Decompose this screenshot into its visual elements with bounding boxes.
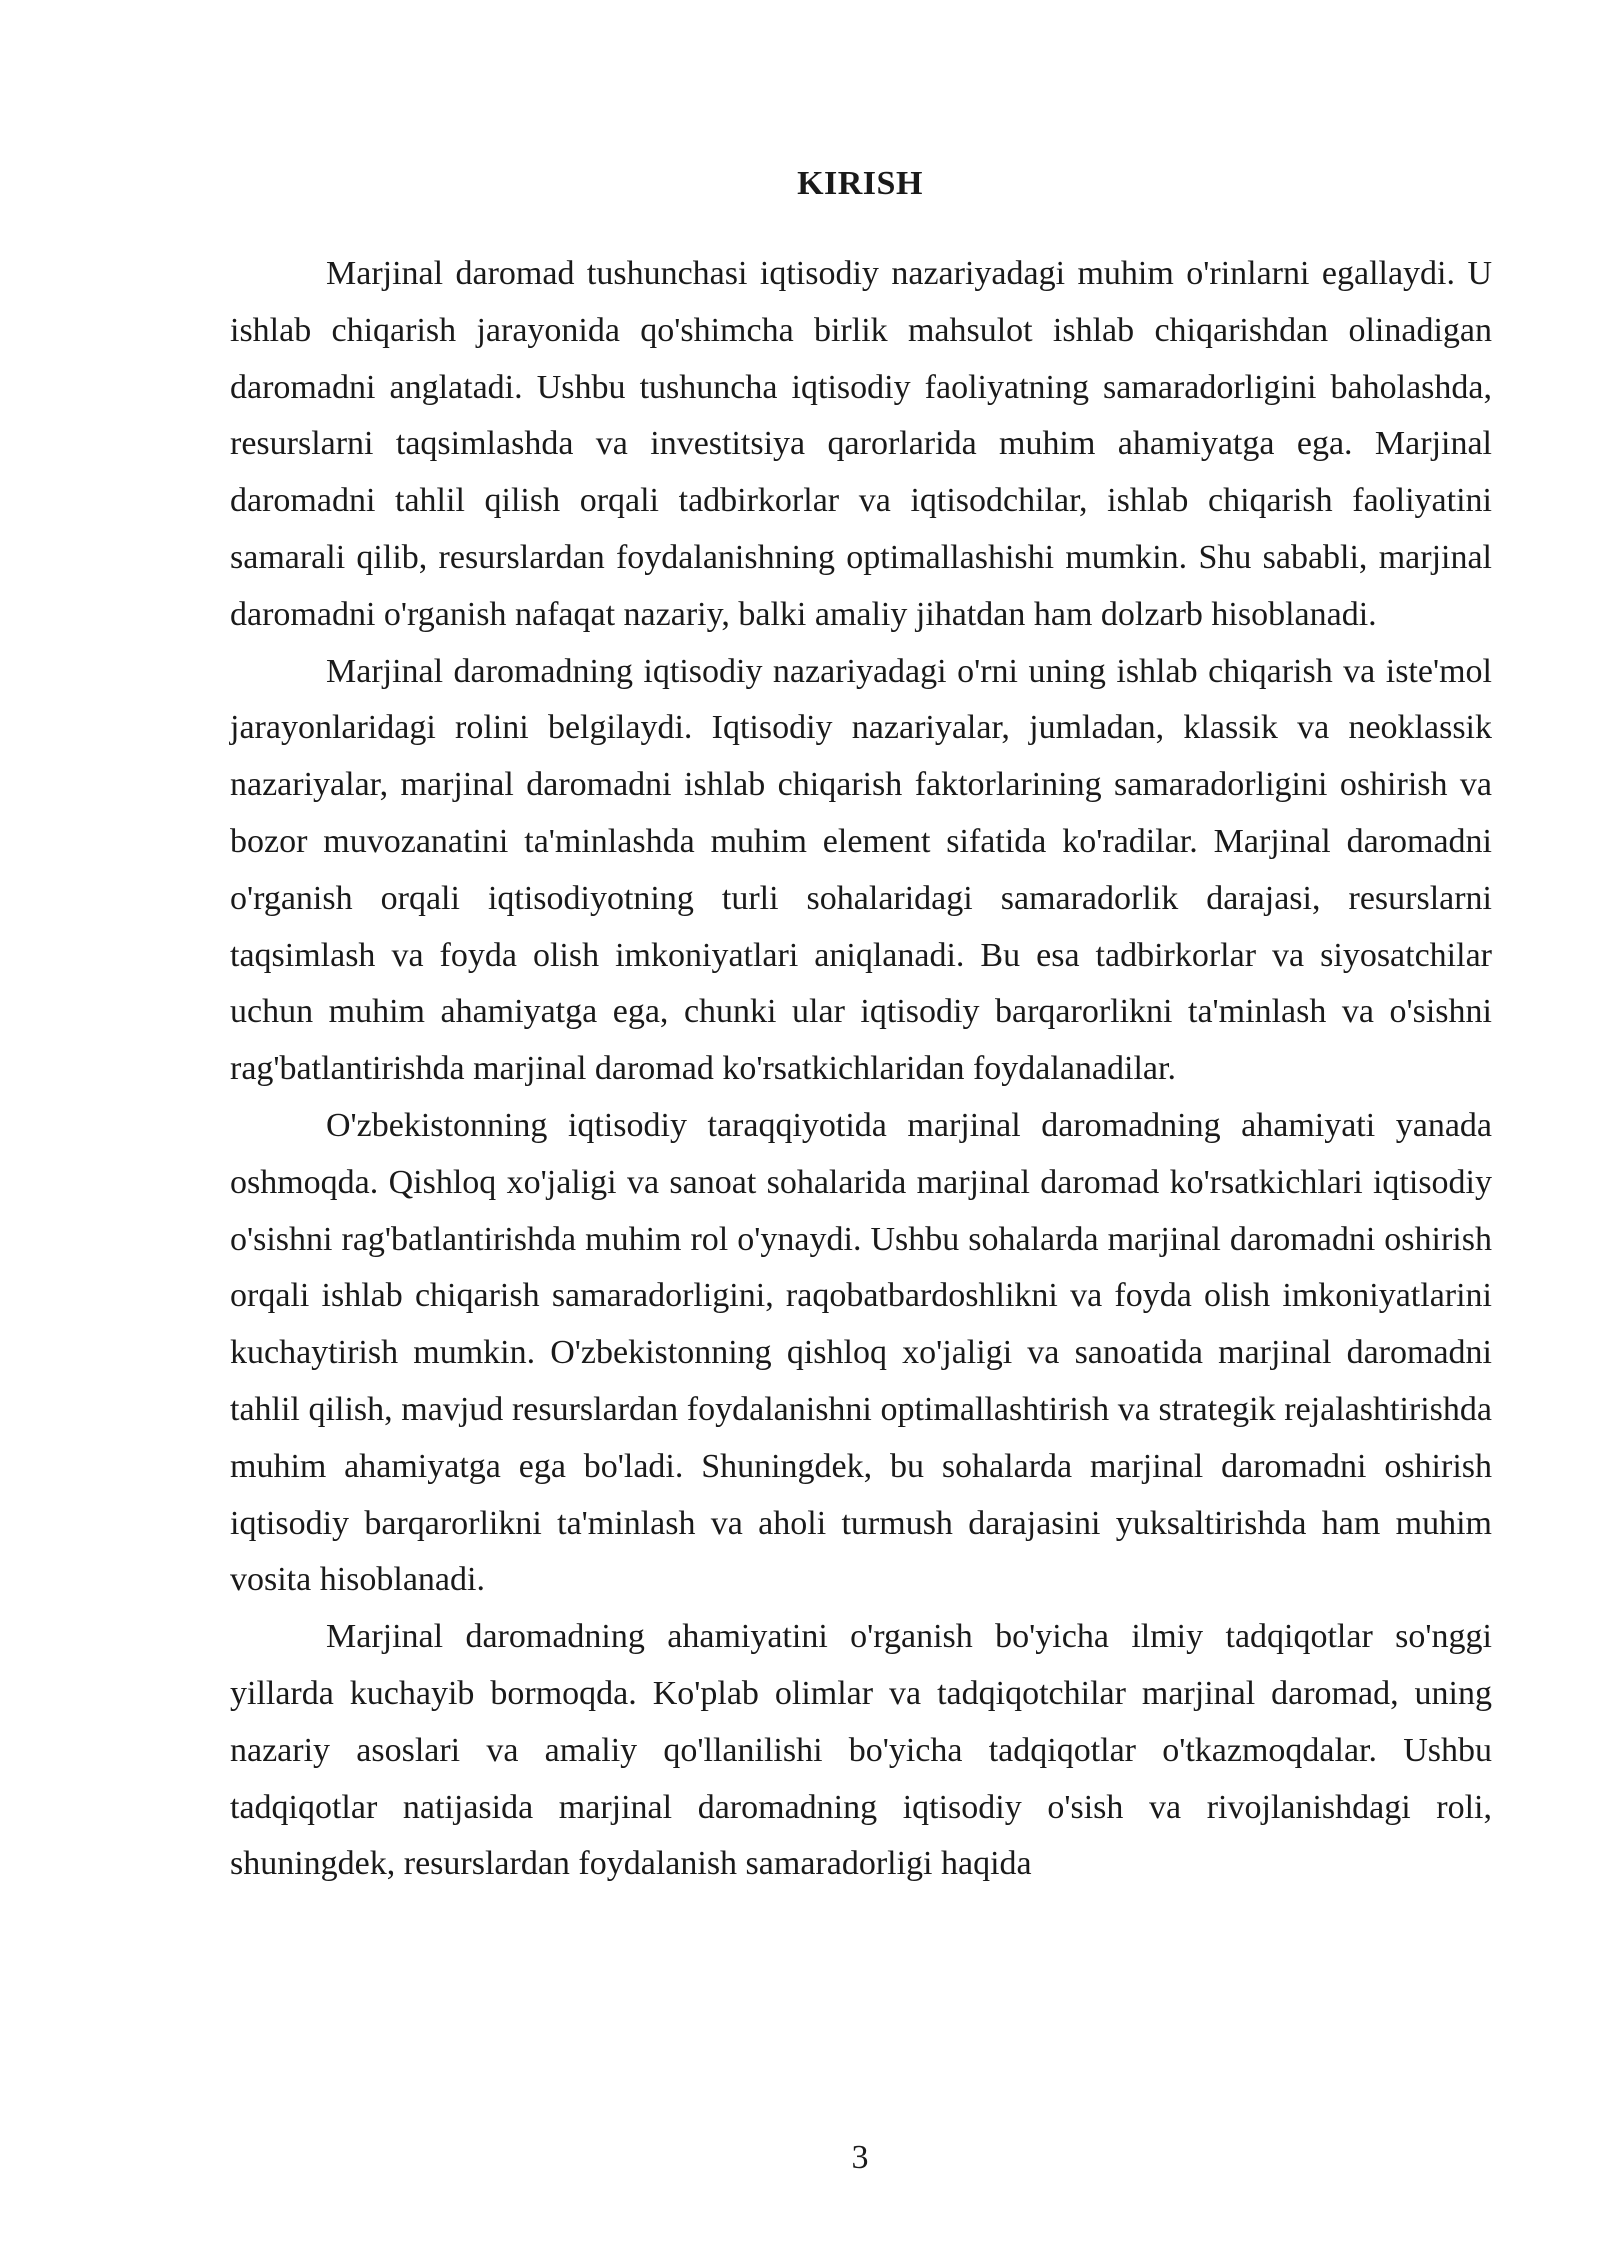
paragraph-1: Marjinal daromad tushunchasi iqtisodiy nazariyadagi muhim o'rinlarni egallaydi. U ishlab chiqarish jarayonida qo'shimcha birlik mahsulot ishlab chiqarishdan olinadigan daromadni anglatadi. Ushbu tushuncha iqtisodiy faoliyatning samaradorligini baholashda, resurslarni taqsimlashda va investitsiya qarorlarida muhim ahamiyatga ega. Marjinal daromadni tahlil qilish orqali tadbirkorlar va iqtisodchilar, ishlab chiqarish faoliyatini samarali qilib, resurslardan foydalanishning optimallashishi mumkin. Shu sababli, marjinal daromadni o'rganish nafaqat nazariy, balki amaliy jihatdan ham dolzarb hisoblanadi. [230, 255, 1492, 633]
section-title: KIRISH [797, 165, 923, 202]
page-number: 3 [851, 2139, 869, 2176]
paragraph-3: O'zbekistonning iqtisodiy taraqqiyotida marjinal daromadning ahamiyati yanada oshmoqda. Qishloq xo'jaligi va sanoat sohalarida marjinal daromad ko'rsatkichlari iqtisodiy o'sishni rag'batlantirishda muhim rol o'ynaydi. Ushbu sohalarda marjinal daromadni oshirish orqali ishlab chiqarish samaradorligini, raqobatbardoshlikni va foyda olish imkoniyatlarini kuchaytirish mumkin. O'zbekistonning qishloq xo'jaligi va sanoatida marjinal daromadni tahlil qilish, mavjud resurslardan foydalanishni optimallashtirish va strategik rejalashtirishda muhim ahamiyatga ega bo'ladi. Shuningdek, bu sohalarda marjinal daromadni oshirish iqtisodiy barqarorlikni ta'minlash va aholi turmush darajasini yuksaltirishda ham muhim vosita hisoblanadi. [230, 1106, 1492, 1599]
body-text [230, 246, 1492, 1893]
paragraph-4: Marjinal daromadning ahamiyatini o'rganish bo'yicha ilmiy tadqiqotlar so'nggi yillarda kuchayib bormoqda. Ko'plab olimlar va tadqiqotchilar marjinal daromad, uning nazariy asoslari va amaliy qo'llanilishi bo'yicha tadqiqotlar o'tkazmoqdalar. Ushbu tadqiqotlar natijasida marjinal daromadning iqtisodiy o'sish va rivojlanishdagi roli, shuningdek, resurslardan foydalanish samaradorligi haqida [230, 1618, 1492, 1883]
paragraph-2: Marjinal daromadning iqtisodiy nazariyadagi o'rni uning ishlab chiqarish va iste'mol jarayonlaridagi rolini belgilaydi. Iqtisodiy nazariyalar, jumladan, klassik va neoklassik nazariyalar, marjinal daromadni ishlab chiqarish faktorlarining samaradorligini oshirish va bozor muvozanatini ta'minlashda muhim element sifatida ko'radilar. Marjinal daromadni o'rganish orqali iqtisodiyotning turli sohalaridagi samaradorlik darajasi, resurslarni taqsimlash va foyda olish imkoniyatlari aniqlanadi. Bu esa tadbirkorlar va siyosatchilar uchun muhim ahamiyatga ega, chunki ular iqtisodiy barqarorlikni ta'minlash va o'sishni rag'batlantirishda marjinal daromad ko'rsatkichlaridan foydalanadilar. [230, 652, 1492, 1088]
